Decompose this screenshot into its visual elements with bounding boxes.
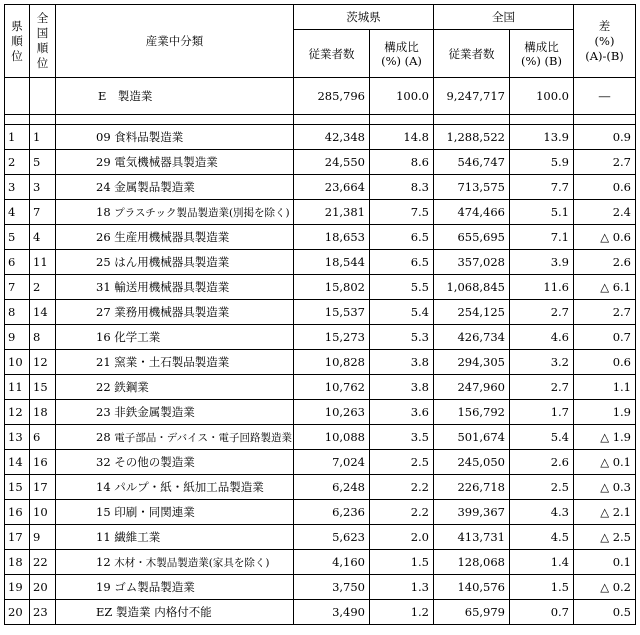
national-ratio: 0.7 [510, 600, 574, 625]
ibaraki-employees: 4,160 [294, 550, 370, 575]
industry-name [56, 200, 294, 225]
diff-value: 2.6 [574, 250, 636, 275]
diff-value: 0.6 [574, 350, 636, 375]
national-rank: 9 [30, 525, 56, 550]
pref-rank: 14 [5, 450, 30, 475]
national-ratio-header: 構成比 (%) (B) [510, 30, 574, 78]
diff-value: 0.7 [574, 325, 636, 350]
industry-name [56, 175, 294, 200]
diff-value: △ 0.2 [574, 575, 636, 600]
table-row [5, 375, 636, 400]
table-row [5, 575, 636, 600]
industry-code: 28 [96, 429, 111, 444]
industry-label: 印刷・同関連業 [114, 505, 195, 519]
pref-rank-header: 県 順 位 [5, 5, 30, 78]
national-ratio: 2.7 [510, 300, 574, 325]
diff-value: 2.7 [574, 300, 636, 325]
industry-name [56, 150, 294, 175]
ibaraki-ratio: 6.5 [370, 225, 434, 250]
ibaraki-ratio: 5.3 [370, 325, 434, 350]
national-employees: 713,575 [434, 175, 510, 200]
total-national-employees: 9,247,717 [434, 78, 510, 115]
ibaraki-ratio-header: 構成比 (%) (A) [370, 30, 434, 78]
industry-table [4, 4, 636, 625]
industry-code: 18 [96, 204, 111, 219]
national-employees-header: 従業者数 [434, 30, 510, 78]
industry-code: 29 [96, 155, 111, 169]
industry-code: 25 [96, 255, 111, 269]
industry-code: 19 [96, 580, 111, 594]
diff-value: 2.7 [574, 150, 636, 175]
ibaraki-ratio: 2.0 [370, 525, 434, 550]
industry-label: 木材・木製品製造業(家具を除く) [114, 556, 270, 569]
total-ibaraki-employees: 285,796 [294, 78, 370, 115]
national-employees: 399,367 [434, 500, 510, 525]
table-row [5, 125, 636, 150]
table-row [5, 325, 636, 350]
ibaraki-ratio: 2.5 [370, 450, 434, 475]
ibaraki-ratio: 1.3 [370, 575, 434, 600]
industry-label: 化学工業 [114, 330, 161, 344]
industry-label: 業務用機械器具製造業 [114, 305, 230, 319]
ibaraki-ratio: 5.5 [370, 275, 434, 300]
industry-name [56, 400, 294, 425]
industry-name [56, 225, 294, 250]
national-rank: 5 [30, 150, 56, 175]
industry-name [56, 275, 294, 300]
ibaraki-ratio: 3.8 [370, 350, 434, 375]
diff-value: △ 2.5 [574, 525, 636, 550]
industry-name [56, 450, 294, 475]
ibaraki-ratio: 8.3 [370, 175, 434, 200]
ibaraki-employees: 15,537 [294, 300, 370, 325]
national-employees: 1,288,522 [434, 125, 510, 150]
ibaraki-employees: 23,664 [294, 175, 370, 200]
national-employees: 294,305 [434, 350, 510, 375]
industry-label: 輸送用機械器具製造業 [114, 280, 230, 294]
pref-rank: 5 [5, 225, 30, 250]
national-rank: 18 [30, 400, 56, 425]
national-ratio: 13.9 [510, 125, 574, 150]
diff-value: △ 0.1 [574, 450, 636, 475]
industry-code: 14 [96, 480, 111, 494]
national-employees: 65,979 [434, 600, 510, 625]
diff-header: 差 (%) (A)-(B) [574, 5, 636, 78]
table-row [5, 550, 636, 575]
industry-name [56, 300, 294, 325]
diff-value: 1.1 [574, 375, 636, 400]
national-employees: 245,050 [434, 450, 510, 475]
industry-name [56, 550, 294, 575]
national-ratio: 4.5 [510, 525, 574, 550]
industry-name [56, 575, 294, 600]
industry-label: 窯業・土石製品製造業 [114, 355, 230, 369]
industry-name [56, 500, 294, 525]
national-rank: 12 [30, 350, 56, 375]
pref-rank: 7 [5, 275, 30, 300]
pref-rank: 4 [5, 200, 30, 225]
national-rank: 14 [30, 300, 56, 325]
pref-rank: 19 [5, 575, 30, 600]
pref-rank: 15 [5, 475, 30, 500]
table-row [5, 275, 636, 300]
national-ratio: 4.3 [510, 500, 574, 525]
ibaraki-employees: 3,750 [294, 575, 370, 600]
pref-rank: 11 [5, 375, 30, 400]
industry-label: 金属製品製造業 [114, 180, 195, 194]
pref-rank: 3 [5, 175, 30, 200]
industry-label: その他の製造業 [114, 455, 195, 469]
ibaraki-ratio: 1.2 [370, 600, 434, 625]
national-rank: 1 [30, 125, 56, 150]
industry-name [56, 600, 294, 625]
national-employees: 1,068,845 [434, 275, 510, 300]
total-ibaraki-ratio: 100.0 [370, 78, 434, 115]
ibaraki-employees: 6,248 [294, 475, 370, 500]
national-ratio: 3.9 [510, 250, 574, 275]
national-rank: 11 [30, 250, 56, 275]
ibaraki-employees: 10,828 [294, 350, 370, 375]
industry-code: 24 [96, 180, 111, 194]
national-employees: 140,576 [434, 575, 510, 600]
ibaraki-ratio: 3.5 [370, 425, 434, 450]
diff-value: △ 6.1 [574, 275, 636, 300]
ibaraki-employees: 18,544 [294, 250, 370, 275]
industry-name [56, 425, 294, 450]
diff-value: 1.9 [574, 400, 636, 425]
industry-name [56, 525, 294, 550]
national-rank-header: 全 国 順 位 [30, 5, 56, 78]
pref-rank: 8 [5, 300, 30, 325]
diff-value: 0.9 [574, 125, 636, 150]
industry-code: 16 [96, 330, 111, 344]
ibaraki-employees: 10,088 [294, 425, 370, 450]
national-ratio: 2.5 [510, 475, 574, 500]
national-ratio: 4.6 [510, 325, 574, 350]
industry-name [56, 475, 294, 500]
industry-label: 食料品製造業 [114, 130, 184, 144]
ibaraki-employees: 15,273 [294, 325, 370, 350]
industry-code: 32 [96, 455, 111, 469]
industry-code: 11 [96, 530, 111, 544]
national-employees: 655,695 [434, 225, 510, 250]
industry-label: はん用機械器具製造業 [114, 255, 230, 269]
national-rank: 16 [30, 450, 56, 475]
table-row [5, 525, 636, 550]
table-row [5, 225, 636, 250]
diff-value: 0.1 [574, 550, 636, 575]
industry-name [56, 325, 294, 350]
table-row [5, 175, 636, 200]
national-employees: 357,028 [434, 250, 510, 275]
national-ratio: 5.4 [510, 425, 574, 450]
table-row [5, 400, 636, 425]
table-row [5, 600, 636, 625]
national-header: 全国 [434, 5, 574, 30]
pref-rank: 1 [5, 125, 30, 150]
ibaraki-employees: 24,550 [294, 150, 370, 175]
industry-code: 15 [96, 505, 111, 519]
industry-label: 非鉄金属製造業 [114, 405, 195, 419]
ibaraki-ratio: 6.5 [370, 250, 434, 275]
national-ratio: 1.5 [510, 575, 574, 600]
pref-rank: 20 [5, 600, 30, 625]
national-ratio: 7.7 [510, 175, 574, 200]
national-rank: 2 [30, 275, 56, 300]
total-row [5, 78, 636, 115]
pref-rank: 9 [5, 325, 30, 350]
industry-name [56, 350, 294, 375]
industry-code: 27 [96, 305, 111, 319]
national-rank: 8 [30, 325, 56, 350]
industry-code: EZ [96, 605, 113, 619]
national-ratio: 1.4 [510, 550, 574, 575]
ibaraki-ratio: 2.2 [370, 475, 434, 500]
national-rank: 20 [30, 575, 56, 600]
national-employees: 156,792 [434, 400, 510, 425]
ibaraki-ratio: 3.6 [370, 400, 434, 425]
national-employees: 128,068 [434, 550, 510, 575]
diff-value: 0.5 [574, 600, 636, 625]
table-row [5, 475, 636, 500]
total-label: E 製造業 [56, 78, 294, 115]
diff-value: 2.4 [574, 200, 636, 225]
industry-label: 生産用機械器具製造業 [114, 230, 230, 244]
national-ratio: 1.7 [510, 400, 574, 425]
ibaraki-employees: 10,762 [294, 375, 370, 400]
industry-name [56, 125, 294, 150]
pref-rank: 18 [5, 550, 30, 575]
national-rank: 6 [30, 425, 56, 450]
pref-rank: 6 [5, 250, 30, 275]
industry-code: 26 [96, 230, 111, 244]
diff-value: △ 0.3 [574, 475, 636, 500]
national-employees: 254,125 [434, 300, 510, 325]
ibaraki-employees: 21,381 [294, 200, 370, 225]
national-rank: 10 [30, 500, 56, 525]
industry-code: 21 [96, 355, 111, 369]
industry-label: 鉄鋼業 [114, 380, 149, 394]
diff-value: △ 2.1 [574, 500, 636, 525]
industry-label: パルプ・紙・紙加工品製造業 [114, 480, 264, 494]
table-row [5, 200, 636, 225]
ibaraki-employees: 6,236 [294, 500, 370, 525]
ibaraki-employees: 15,802 [294, 275, 370, 300]
industry-name [56, 375, 294, 400]
diff-value: △ 1.9 [574, 425, 636, 450]
national-rank: 22 [30, 550, 56, 575]
ibaraki-employees: 18,653 [294, 225, 370, 250]
pref-rank: 10 [5, 350, 30, 375]
industry-label: 繊維工業 [114, 530, 161, 544]
ibaraki-ratio: 14.8 [370, 125, 434, 150]
industry-label: 製造業 内格付不能 [116, 605, 212, 619]
industry-name [56, 250, 294, 275]
industry-code: 22 [96, 380, 111, 394]
ibaraki-employees: 3,490 [294, 600, 370, 625]
pref-rank: 16 [5, 500, 30, 525]
pref-rank: 17 [5, 525, 30, 550]
national-employees: 426,734 [434, 325, 510, 350]
ibaraki-ratio: 5.4 [370, 300, 434, 325]
ibaraki-ratio: 2.2 [370, 500, 434, 525]
national-ratio: 3.2 [510, 350, 574, 375]
national-ratio: 5.1 [510, 200, 574, 225]
industry-code: 23 [96, 405, 111, 419]
spacer-row [5, 115, 636, 125]
total-diff: ― [574, 78, 636, 115]
ibaraki-employees: 7,024 [294, 450, 370, 475]
ibaraki-employees: 42,348 [294, 125, 370, 150]
ibaraki-header: 茨城県 [294, 5, 434, 30]
national-rank: 7 [30, 200, 56, 225]
national-employees: 226,718 [434, 475, 510, 500]
national-ratio: 5.9 [510, 150, 574, 175]
national-ratio: 11.6 [510, 275, 574, 300]
national-ratio: 2.6 [510, 450, 574, 475]
national-rank: 3 [30, 175, 56, 200]
national-rank: 15 [30, 375, 56, 400]
ibaraki-employees: 10,263 [294, 400, 370, 425]
diff-value: 0.6 [574, 175, 636, 200]
industry-code: 31 [96, 280, 111, 294]
pref-rank: 12 [5, 400, 30, 425]
ibaraki-ratio: 8.6 [370, 150, 434, 175]
ibaraki-ratio: 1.5 [370, 550, 434, 575]
national-employees: 546,747 [434, 150, 510, 175]
pref-rank: 2 [5, 150, 30, 175]
industry-code: 09 [96, 130, 111, 144]
ibaraki-employees-header: 従業者数 [294, 30, 370, 78]
national-employees: 413,731 [434, 525, 510, 550]
national-employees: 247,960 [434, 375, 510, 400]
table-row [5, 300, 636, 325]
table-row [5, 450, 636, 475]
national-ratio: 2.7 [510, 375, 574, 400]
total-national-ratio: 100.0 [510, 78, 574, 115]
national-employees: 474,466 [434, 200, 510, 225]
table-row [5, 250, 636, 275]
table-row [5, 500, 636, 525]
industry-label: プラスチック製品製造業(別掲を除く) [114, 206, 290, 219]
industry-label: 電子部品・デバイス・電子回路製造業 [114, 431, 293, 444]
table-row [5, 425, 636, 450]
ibaraki-ratio: 3.8 [370, 375, 434, 400]
table-row [5, 350, 636, 375]
industry-label: ゴム製品製造業 [114, 580, 195, 594]
diff-value: △ 0.6 [574, 225, 636, 250]
national-rank: 23 [30, 600, 56, 625]
industry-label: 電気機械器具製造業 [114, 155, 218, 169]
pref-rank: 13 [5, 425, 30, 450]
ibaraki-employees: 5,623 [294, 525, 370, 550]
table-row [5, 150, 636, 175]
national-employees: 501,674 [434, 425, 510, 450]
industry-header: 産業中分類 [56, 5, 294, 78]
industry-code: 12 [96, 554, 111, 569]
ibaraki-ratio: 7.5 [370, 200, 434, 225]
national-rank: 17 [30, 475, 56, 500]
national-rank: 4 [30, 225, 56, 250]
national-ratio: 7.1 [510, 225, 574, 250]
